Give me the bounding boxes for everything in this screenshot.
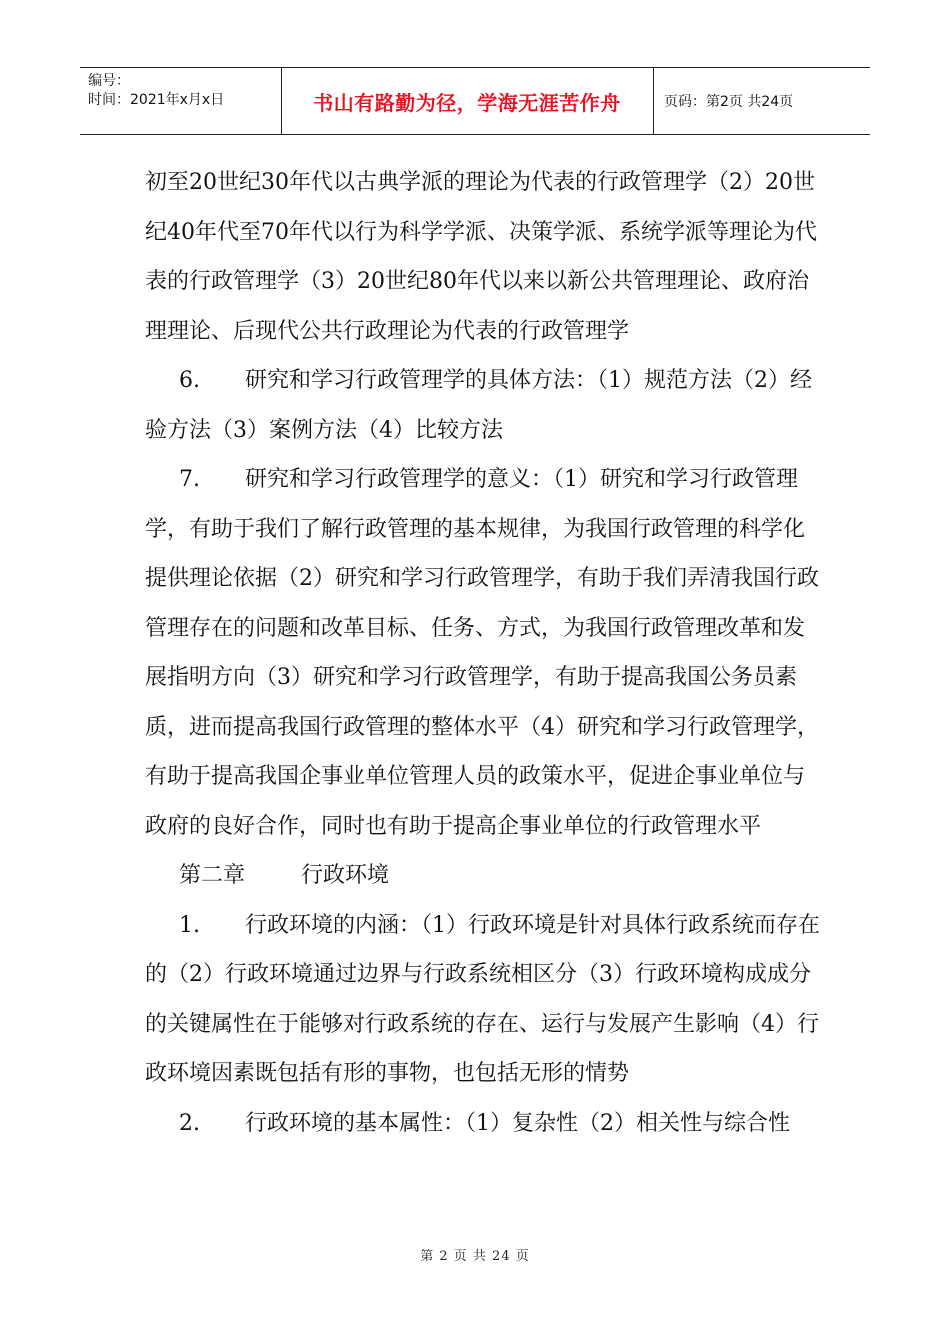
time-label: 时间：2021年x月x日: [88, 92, 225, 108]
chapter-heading: [145, 851, 825, 901]
chapter-title: 行政环境: [301, 863, 390, 888]
code-label: 编号：: [88, 73, 130, 89]
item-text: 行政环境的基本属性：（1）复杂性（2）相关性与综合性: [245, 1110, 790, 1136]
document-body: [145, 158, 825, 1148]
header-meta: [80, 68, 281, 134]
header-motto: 书山有路勤为径，学海无涯苦作舟: [313, 90, 621, 115]
paragraph-c1: [145, 901, 825, 1099]
page-footer: 第 2 页 共 24 页: [420, 1249, 530, 1264]
item-number: 2.: [179, 1110, 200, 1136]
chapter-number: 第二章: [179, 863, 246, 888]
item-number: 1.: [179, 912, 200, 938]
item-text: 研究和学习行政管理学的具体方法：（1）规范方法（2）经验方法（3）案例方法（4）比较方法: [145, 368, 812, 443]
header-page-info: 页码：第2页 共24页: [664, 94, 794, 110]
paragraph-7: [145, 455, 825, 851]
paragraph-continued: 初至20世纪30年代以古典学派的理论为代表的行政管理学（2）20世纪40年代至70年代以行为科学学派、决策学派、系统学派等理论为代表的行政管理学（3）20世纪80年代以来以新公共管理理论、政府治理理论、后现代公共行政理论为代表的行政管理学: [145, 170, 817, 344]
item-number: 7.: [179, 467, 200, 492]
header-table: [80, 67, 870, 135]
item-number: 6.: [179, 368, 200, 393]
item-text: 行政环境的内涵：（1）行政环境是针对具体行政系统而存在的（2）行政环境通过边界与行政系统相区分（3）行政环境构成成分的关键属性在于能够对行政系统的存在、运行与发展产生影响（4）行政环境因素既包括有形的事物，也包括无形的情势: [145, 912, 820, 1086]
paragraph-6: [145, 356, 825, 455]
paragraph-c2: [145, 1099, 825, 1149]
item-text: 研究和学习行政管理学的意义：（1）研究和学习行政管理学，有助于我们了解行政管理的基本规律，为我国行政管理的科学化提供理论依据（2）研究和学习行政管理学，有助于我们弄清我国行政管理存在的问题和改革目标、任务、方式，为我国行政管理改革和发展指明方向（3）研究和学习行政管理学，有助于提高我国公务员素质，进而提高我国行政管理的整体水平（4）研究和学习行政管理学，有助于提高我国企事业单位管理人员的政策水平，促进企事业单位与政府的良好合作，同时也有助于提高企事业单位的行政管理水平: [145, 467, 819, 839]
